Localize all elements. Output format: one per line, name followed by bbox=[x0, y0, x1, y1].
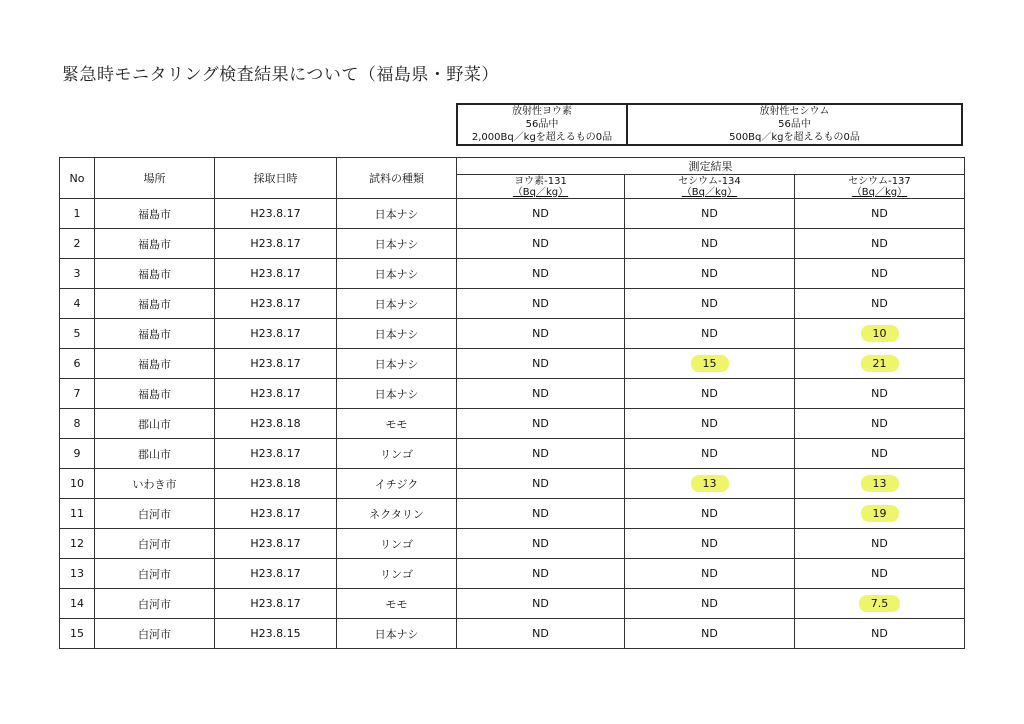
cell-no-value: 9 bbox=[73, 447, 81, 460]
cell-i131-value: ND bbox=[532, 447, 549, 460]
cell-no-value: 6 bbox=[73, 357, 81, 370]
cell-place bbox=[95, 199, 215, 229]
cell-place bbox=[95, 259, 215, 289]
cell-no bbox=[60, 319, 95, 349]
table-row bbox=[60, 259, 965, 289]
cell-i131-value: ND bbox=[532, 597, 549, 610]
cell-cs137-value: ND bbox=[871, 447, 888, 460]
cell-date bbox=[215, 259, 337, 289]
cell-type bbox=[337, 469, 457, 499]
cell-date-value: H23.8.18 bbox=[250, 417, 301, 430]
cell-i131-value: ND bbox=[532, 477, 549, 490]
cell-no bbox=[60, 349, 95, 379]
cell-no bbox=[60, 259, 95, 289]
header-cs137 bbox=[795, 175, 965, 199]
cell-cs134 bbox=[625, 379, 795, 409]
cell-date bbox=[215, 619, 337, 649]
cell-type bbox=[337, 619, 457, 649]
cell-i131 bbox=[457, 349, 625, 379]
cell-cs134 bbox=[625, 619, 795, 649]
cell-type bbox=[337, 259, 457, 289]
cell-type bbox=[337, 379, 457, 409]
cell-i131-value: ND bbox=[532, 507, 549, 520]
cell-type-value: 日本ナシ bbox=[374, 267, 419, 281]
cell-i131-value: ND bbox=[532, 267, 549, 280]
cell-no bbox=[60, 499, 95, 529]
cell-type bbox=[337, 439, 457, 469]
cell-type-value: モモ bbox=[385, 597, 408, 611]
cell-i131 bbox=[457, 559, 625, 589]
cell-type-value: モモ bbox=[385, 417, 408, 431]
cell-date-value: H23.8.17 bbox=[250, 207, 301, 220]
cell-cs137-value: ND bbox=[871, 387, 888, 400]
header-i131 bbox=[457, 175, 625, 199]
cell-date bbox=[215, 589, 337, 619]
cesium-summary-count: 56品中 bbox=[778, 119, 811, 130]
table-header bbox=[60, 158, 965, 199]
cell-no bbox=[60, 379, 95, 409]
cell-cs134 bbox=[625, 289, 795, 319]
cell-cs137 bbox=[795, 349, 965, 379]
cell-place bbox=[95, 319, 215, 349]
cell-i131 bbox=[457, 409, 625, 439]
cell-cs134 bbox=[625, 409, 795, 439]
cell-no bbox=[60, 559, 95, 589]
cell-type-value: リンゴ bbox=[380, 567, 413, 581]
header-cs134-label: セシウム-134 bbox=[678, 175, 741, 187]
cell-i131-value: ND bbox=[532, 297, 549, 310]
cell-cs137-value: 21 bbox=[861, 355, 899, 372]
cell-date bbox=[215, 319, 337, 349]
cell-place bbox=[95, 289, 215, 319]
cell-place-value: いわき市 bbox=[132, 477, 177, 491]
cell-place bbox=[95, 499, 215, 529]
cell-cs134 bbox=[625, 319, 795, 349]
header-i131-unit: （Bq／kg） bbox=[512, 186, 569, 198]
table-row bbox=[60, 559, 965, 589]
cell-cs134 bbox=[625, 199, 795, 229]
iodine-summary-limit: 2,000Bq／kgを超えるもの0品 bbox=[471, 132, 613, 143]
cell-place bbox=[95, 409, 215, 439]
cell-place bbox=[95, 619, 215, 649]
cell-i131 bbox=[457, 439, 625, 469]
table-row bbox=[60, 589, 965, 619]
cell-place bbox=[95, 559, 215, 589]
cell-cs137 bbox=[795, 529, 965, 559]
cell-type-value: 日本ナシ bbox=[374, 297, 419, 311]
cell-cs137-value: ND bbox=[871, 417, 888, 430]
cell-i131 bbox=[457, 229, 625, 259]
cell-i131 bbox=[457, 619, 625, 649]
cell-date bbox=[215, 349, 337, 379]
cell-place bbox=[95, 529, 215, 559]
header-cs137-label: セシウム-137 bbox=[848, 175, 911, 187]
header-results: 測定結果 bbox=[457, 158, 965, 175]
results-table bbox=[59, 157, 965, 649]
cell-no-value: 7 bbox=[73, 387, 81, 400]
cell-place-value: 福島市 bbox=[138, 207, 171, 221]
cell-type bbox=[337, 199, 457, 229]
cell-i131 bbox=[457, 199, 625, 229]
cell-date-value: H23.8.17 bbox=[250, 357, 301, 370]
table-row bbox=[60, 529, 965, 559]
cell-place-value: 福島市 bbox=[138, 387, 171, 401]
header-cs134-unit: （Bq／kg） bbox=[681, 186, 738, 198]
cell-no bbox=[60, 619, 95, 649]
cell-cs137-value: 10 bbox=[861, 325, 899, 342]
cell-date bbox=[215, 379, 337, 409]
cell-i131 bbox=[457, 529, 625, 559]
cell-i131-value: ND bbox=[532, 567, 549, 580]
cell-date bbox=[215, 229, 337, 259]
table-row bbox=[60, 229, 965, 259]
cell-cs134 bbox=[625, 559, 795, 589]
cell-i131-value: ND bbox=[532, 207, 549, 220]
cell-no bbox=[60, 469, 95, 499]
cell-cs134-value: ND bbox=[701, 567, 718, 580]
table-row bbox=[60, 319, 965, 349]
cell-place bbox=[95, 349, 215, 379]
header-place: 場所 bbox=[95, 158, 215, 199]
cesium-summary bbox=[628, 105, 961, 144]
cell-no bbox=[60, 439, 95, 469]
cell-cs137 bbox=[795, 289, 965, 319]
cell-type bbox=[337, 589, 457, 619]
cell-cs134-value: ND bbox=[701, 507, 718, 520]
cell-type-value: リンゴ bbox=[380, 537, 413, 551]
cell-date bbox=[215, 199, 337, 229]
cell-no bbox=[60, 229, 95, 259]
cell-place-value: 郡山市 bbox=[138, 417, 171, 431]
cell-cs134-value: ND bbox=[701, 207, 718, 220]
cell-date-value: H23.8.17 bbox=[250, 297, 301, 310]
cell-date bbox=[215, 559, 337, 589]
cell-date-value: H23.8.15 bbox=[250, 627, 301, 640]
cell-date bbox=[215, 529, 337, 559]
cell-cs137-value: ND bbox=[871, 297, 888, 310]
cell-cs137 bbox=[795, 409, 965, 439]
cell-cs134 bbox=[625, 349, 795, 379]
cell-cs137-value: ND bbox=[871, 207, 888, 220]
cell-cs137 bbox=[795, 319, 965, 349]
header-no: No bbox=[60, 158, 95, 199]
table-body bbox=[60, 199, 965, 649]
cell-date-value: H23.8.18 bbox=[250, 477, 301, 490]
cell-cs134-value: ND bbox=[701, 627, 718, 640]
cesium-summary-title: 放射性セシウム bbox=[759, 106, 830, 117]
cell-type bbox=[337, 289, 457, 319]
cell-i131 bbox=[457, 499, 625, 529]
cell-cs137 bbox=[795, 619, 965, 649]
cell-cs137 bbox=[795, 499, 965, 529]
cell-place-value: 白河市 bbox=[138, 567, 171, 581]
cell-no bbox=[60, 409, 95, 439]
cell-cs137 bbox=[795, 379, 965, 409]
cell-i131 bbox=[457, 469, 625, 499]
cell-place-value: 福島市 bbox=[138, 297, 171, 311]
cell-place-value: 福島市 bbox=[138, 267, 171, 281]
cell-date-value: H23.8.17 bbox=[250, 447, 301, 460]
cell-type bbox=[337, 229, 457, 259]
cell-no-value: 3 bbox=[73, 267, 81, 280]
cell-place-value: 白河市 bbox=[138, 627, 171, 641]
cell-cs134 bbox=[625, 469, 795, 499]
cell-type-value: イチジク bbox=[374, 477, 419, 491]
cell-no-value: 8 bbox=[73, 417, 81, 430]
cell-i131-value: ND bbox=[532, 237, 549, 250]
cell-place bbox=[95, 439, 215, 469]
cell-no-value: 12 bbox=[70, 537, 84, 550]
cell-i131 bbox=[457, 379, 625, 409]
cell-no-value: 4 bbox=[73, 297, 81, 310]
cell-date bbox=[215, 469, 337, 499]
cell-cs134-value: ND bbox=[701, 597, 718, 610]
page-title: 緊急時モニタリング検査結果について（福島県・野菜） bbox=[62, 65, 499, 85]
cell-i131-value: ND bbox=[532, 417, 549, 430]
cell-date-value: H23.8.17 bbox=[250, 597, 301, 610]
table-row bbox=[60, 199, 965, 229]
iodine-summary-title: 放射性ヨウ素 bbox=[512, 106, 572, 117]
cell-cs137 bbox=[795, 229, 965, 259]
cell-type bbox=[337, 349, 457, 379]
cell-date-value: H23.8.17 bbox=[250, 237, 301, 250]
header-i131-label: ヨウ素-131 bbox=[514, 175, 567, 187]
cell-date-value: H23.8.17 bbox=[250, 507, 301, 520]
cell-no-value: 1 bbox=[73, 207, 81, 220]
cell-cs137-value: 13 bbox=[861, 475, 899, 492]
table-row bbox=[60, 469, 965, 499]
cell-date bbox=[215, 289, 337, 319]
table-row bbox=[60, 439, 965, 469]
cell-cs137-value: ND bbox=[871, 267, 888, 280]
cell-date-value: H23.8.17 bbox=[250, 327, 301, 340]
cell-cs134 bbox=[625, 589, 795, 619]
cell-place bbox=[95, 229, 215, 259]
cell-cs137 bbox=[795, 589, 965, 619]
cell-cs137 bbox=[795, 439, 965, 469]
header-date: 採取日時 bbox=[215, 158, 337, 199]
cell-i131-value: ND bbox=[532, 357, 549, 370]
cell-cs137-value: ND bbox=[871, 537, 888, 550]
cell-no bbox=[60, 289, 95, 319]
cell-type-value: 日本ナシ bbox=[374, 207, 419, 221]
cell-type bbox=[337, 559, 457, 589]
cell-place-value: 福島市 bbox=[138, 237, 171, 251]
cell-i131-value: ND bbox=[532, 627, 549, 640]
cesium-summary-limit: 500Bq／kgを超えるもの0品 bbox=[729, 132, 860, 143]
cell-type-value: 日本ナシ bbox=[374, 357, 419, 371]
cell-no-value: 15 bbox=[70, 627, 84, 640]
cell-i131 bbox=[457, 289, 625, 319]
cell-no-value: 10 bbox=[70, 477, 84, 490]
cell-no bbox=[60, 529, 95, 559]
cell-date bbox=[215, 409, 337, 439]
cell-type-value: ネクタリン bbox=[369, 507, 424, 521]
table-row bbox=[60, 379, 965, 409]
cell-type bbox=[337, 409, 457, 439]
cell-place-value: 郡山市 bbox=[138, 447, 171, 461]
cell-date bbox=[215, 439, 337, 469]
cell-cs134-value: ND bbox=[701, 237, 718, 250]
cell-i131 bbox=[457, 589, 625, 619]
table-row bbox=[60, 619, 965, 649]
cell-cs134-value: ND bbox=[701, 267, 718, 280]
cell-no bbox=[60, 199, 95, 229]
summary-panel bbox=[456, 103, 963, 146]
cell-cs134 bbox=[625, 499, 795, 529]
cell-place-value: 白河市 bbox=[138, 507, 171, 521]
cell-type-value: 日本ナシ bbox=[374, 237, 419, 251]
cell-place bbox=[95, 379, 215, 409]
cell-i131-value: ND bbox=[532, 537, 549, 550]
cell-no-value: 5 bbox=[73, 327, 81, 340]
cell-cs137 bbox=[795, 469, 965, 499]
cell-cs137-value: ND bbox=[871, 567, 888, 580]
table-row bbox=[60, 289, 965, 319]
cell-cs134 bbox=[625, 229, 795, 259]
cell-cs137-value: 7.5 bbox=[859, 595, 901, 612]
table-row bbox=[60, 499, 965, 529]
cell-cs134-value: 13 bbox=[691, 475, 729, 492]
cell-place-value: 福島市 bbox=[138, 327, 171, 341]
cell-cs137-value: ND bbox=[871, 237, 888, 250]
cell-type bbox=[337, 529, 457, 559]
header-cs134 bbox=[625, 175, 795, 199]
cell-type-value: 日本ナシ bbox=[374, 327, 419, 341]
cell-cs134-value: ND bbox=[701, 327, 718, 340]
cell-cs134-value: ND bbox=[701, 387, 718, 400]
cell-cs134 bbox=[625, 259, 795, 289]
cell-no-value: 14 bbox=[70, 597, 84, 610]
cell-type-value: リンゴ bbox=[380, 447, 413, 461]
cell-cs137 bbox=[795, 259, 965, 289]
cell-type-value: 日本ナシ bbox=[374, 387, 419, 401]
cell-no-value: 2 bbox=[73, 237, 81, 250]
iodine-summary bbox=[458, 105, 628, 144]
cell-cs134 bbox=[625, 439, 795, 469]
iodine-summary-count: 56品中 bbox=[525, 119, 559, 130]
cell-date-value: H23.8.17 bbox=[250, 267, 301, 280]
cell-date-value: H23.8.17 bbox=[250, 567, 301, 580]
cell-type bbox=[337, 319, 457, 349]
cell-cs134-value: ND bbox=[701, 417, 718, 430]
cell-place-value: 福島市 bbox=[138, 357, 171, 371]
cell-i131-value: ND bbox=[532, 327, 549, 340]
header-type: 試料の種類 bbox=[337, 158, 457, 199]
cell-place bbox=[95, 589, 215, 619]
cell-cs134-value: ND bbox=[701, 447, 718, 460]
cell-place bbox=[95, 469, 215, 499]
cell-cs137-value: 19 bbox=[861, 505, 899, 522]
cell-i131-value: ND bbox=[532, 387, 549, 400]
cell-cs134-value: ND bbox=[701, 537, 718, 550]
cell-no bbox=[60, 589, 95, 619]
cell-place-value: 白河市 bbox=[138, 597, 171, 611]
table-row bbox=[60, 349, 965, 379]
cell-cs134-value: ND bbox=[701, 297, 718, 310]
cell-place-value: 白河市 bbox=[138, 537, 171, 551]
cell-no-value: 13 bbox=[70, 567, 84, 580]
cell-type bbox=[337, 499, 457, 529]
table-row bbox=[60, 409, 965, 439]
cell-type-value: 日本ナシ bbox=[374, 627, 419, 641]
cell-cs137 bbox=[795, 199, 965, 229]
cell-cs134-value: 15 bbox=[691, 355, 729, 372]
cell-date-value: H23.8.17 bbox=[250, 387, 301, 400]
cell-no-value: 11 bbox=[70, 507, 84, 520]
cell-date-value: H23.8.17 bbox=[250, 537, 301, 550]
cell-i131 bbox=[457, 259, 625, 289]
cell-i131 bbox=[457, 319, 625, 349]
header-cs137-unit: （Bq／kg） bbox=[851, 186, 908, 198]
cell-date bbox=[215, 499, 337, 529]
cell-cs137 bbox=[795, 559, 965, 589]
cell-cs134 bbox=[625, 529, 795, 559]
cell-cs137-value: ND bbox=[871, 627, 888, 640]
